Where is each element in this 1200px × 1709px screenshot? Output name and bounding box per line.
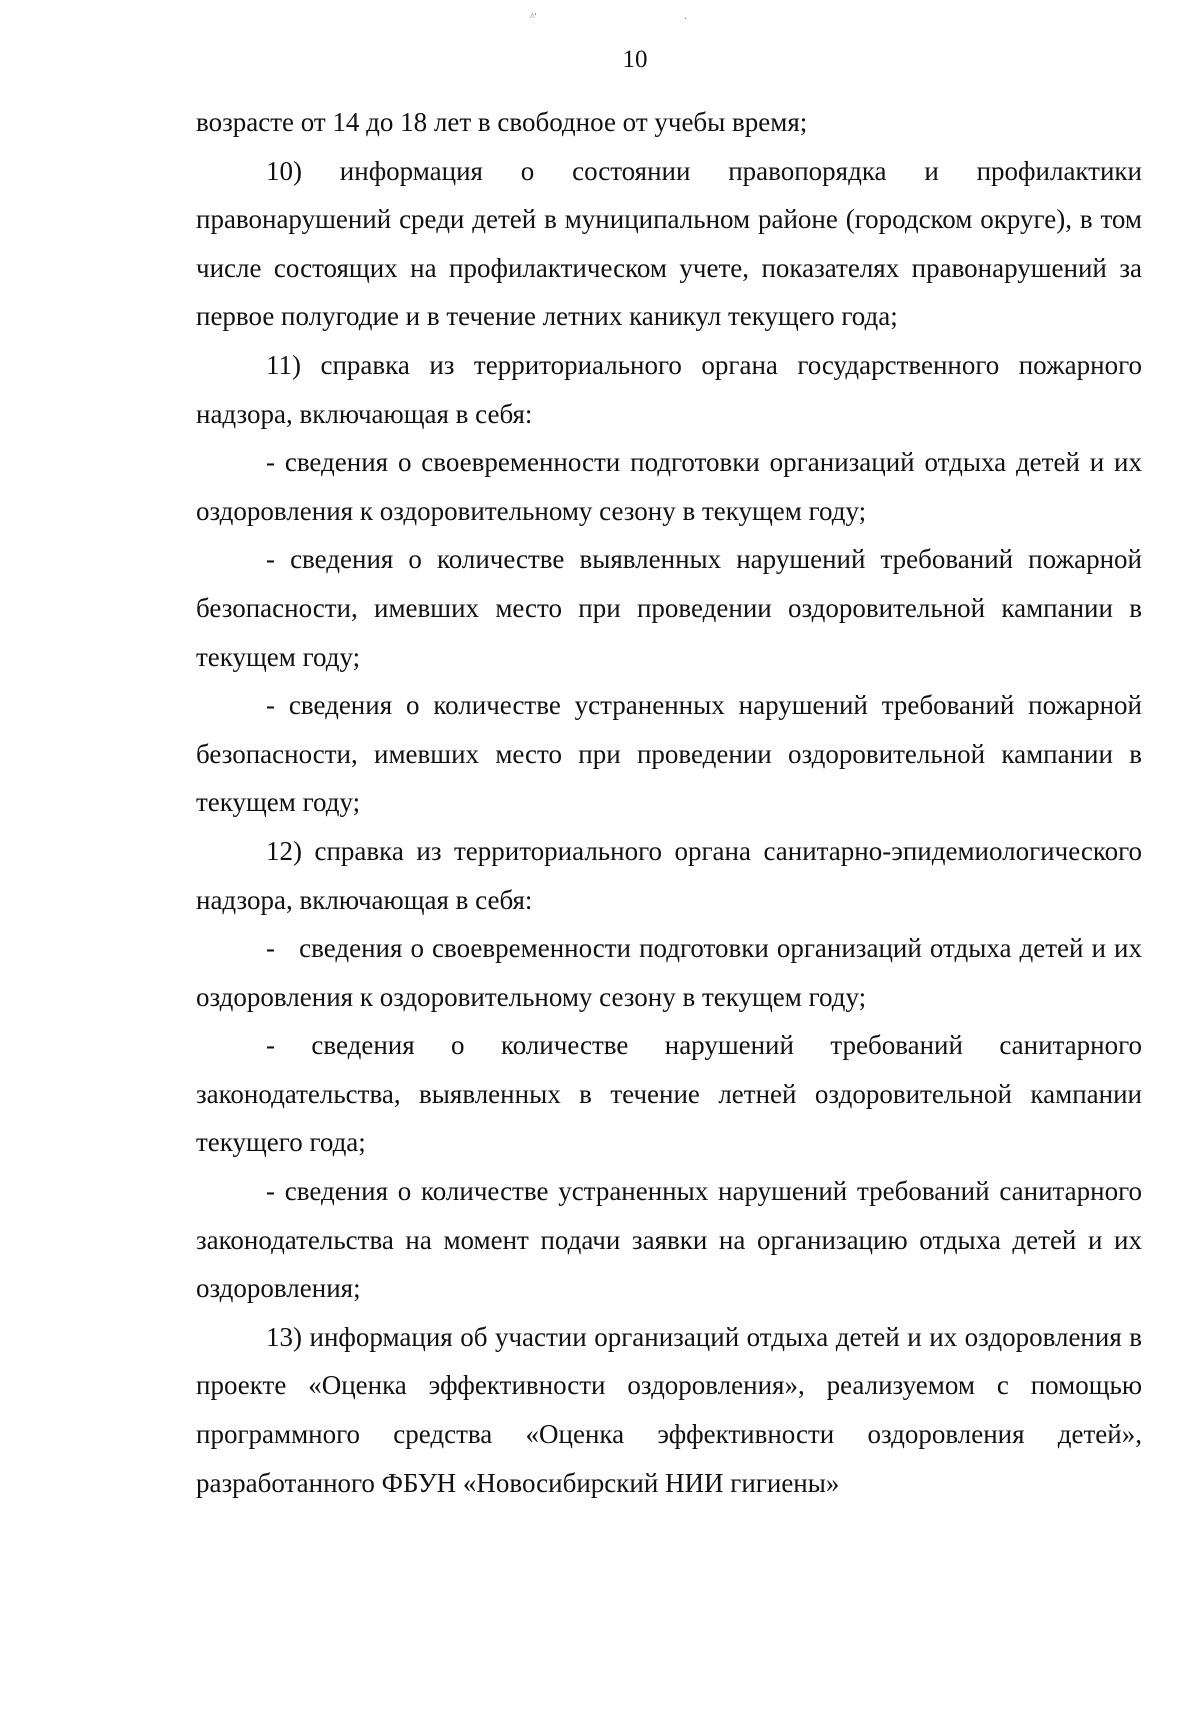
scan-marks — [530, 12, 690, 26]
paragraph-continuation: возрасте от 14 до 18 лет в свободное от учебы время; — [196, 107, 808, 137]
paragraph-item-12-sub-3: - сведения о количестве устраненных нарушений требований санитарного законодательства на момент подачи заявки на организацию отдыха детей и их оздоровления; — [196, 1176, 1142, 1304]
scan-mark-right: · — [684, 14, 688, 25]
paragraph-item-12-sub-2: - сведения о количестве нарушений требований санитарного законодательства, выявленных в течение летней оздоровительной кампании текущего года; — [196, 1030, 1142, 1158]
page-number: 10 — [622, 46, 648, 73]
paragraph-item-13: 13) информация об участии организаций отдыха детей и их оздоровления в проекте «Оценка эффективности оздоровления», реализуемом с помощью программного средства «Оценка эффективности оздоровления детей», разработанного ФБУН «Новосибирский НИИ гигиены» — [196, 1321, 1142, 1498]
paragraph-item-11-sub-2: - сведения о количестве выявленных нарушений требований пожарной безопасности, имевших место при проведении оздоровительной кампании в текущем году; — [196, 544, 1142, 672]
scan-mark-left: ^' — [530, 12, 537, 23]
paragraph-item-11: 11) справка из территориального органа государственного пожарного надзора, включающая в себя: — [196, 349, 1142, 429]
paragraph-item-10: 10) информация о состоянии правопорядка и профилактики правонарушений среди детей в муниципальном районе (городском округе), в том числе состоящих на профилактическом учете, показателях правонарушений за первое полугодие и в течение летних каникул текущего года; — [196, 155, 1142, 332]
paragraph-item-11-sub-3: - сведения о количестве устраненных нарушений требований пожарной безопасности, имевших место при проведении оздоровительной кампании в текущем году; — [196, 690, 1142, 818]
paragraph-item-12: 12) справка из территориального органа санитарно-эпидемиологического надзора, включающая в себя: — [196, 835, 1142, 915]
paragraph-item-12-sub-1: - сведения о своевременности подготовки организаций отдыха детей и их оздоровления к оздоровительному сезону в текущем году; — [196, 933, 1149, 1012]
document-body — [196, 98, 1149, 1507]
paragraph-item-11-sub-1: - сведения о своевременности подготовки организаций отдыха детей и их оздоровления к оздоровительному сезону в текущем году; — [196, 447, 1142, 526]
